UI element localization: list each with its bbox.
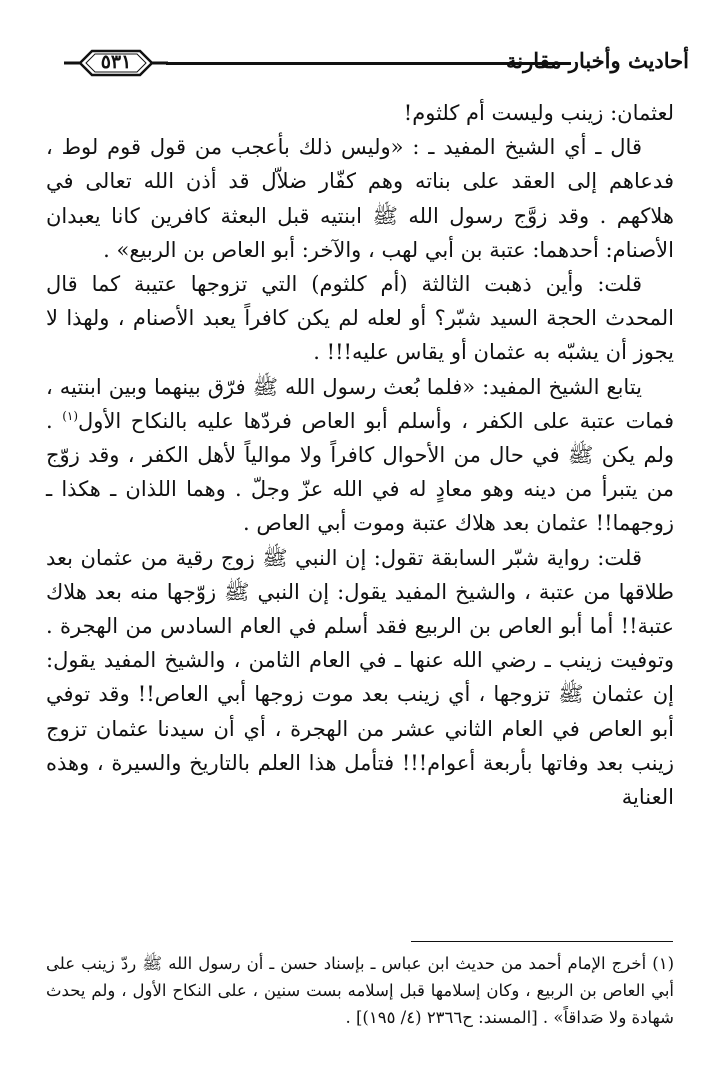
page-number-frame: [64, 48, 168, 78]
running-title: أحاديث وأخبار مقارنة: [505, 48, 689, 73]
paragraph-4: [46, 370, 674, 541]
page-header: [44, 38, 689, 86]
paragraph-2: قال ـ أي الشيخ المفيد ـ : «وليس ذلك بأعجب من قول قوم لوط ، فدعاهم إلى العقد على بناته وهم كفّار ضلاّل قد أذن الله تعالى في هلاكهم . وقد زوَّج رسول الله ﷺ ابنتيه قبل البعثة كافرين كانا يعبدان الأصنام: أحدهما: عتبة بن أبي لهب ، والآخر: أبو العاص بن الربيع» .: [46, 135, 674, 262]
paragraph-4-part-b: . ولم يكن ﷺ في حال من الأحوال كافراً ولا موالياً لأهل الكفر ، وقد زوّج من يتبرأ من دينه وهو معادٍ له في الله عزّ وجلّ . وهما اللذان ـ هكذا ـ زوجهما!! عثمان بعد هلاك عتبة وموت أبي العاص .: [46, 408, 674, 536]
footnote: (١) أخرج الإمام أحمد من حديث ابن عباس ـ بإسناد حسن ـ أن رسول الله ﷺ ردّ زينب على أبي العاص بن الربيع ، وكان إسلامها قبل إسلامه بست سنين ، على النكاح الأول ، ولم يحدث شهادة ولا صَداقاً» . [المسند: ح٢٣٦٦ (٤/ ١٩٥)] .: [46, 954, 674, 1027]
paragraph-4-part-a: يتابع الشيخ المفيد: «فلما بُعث رسول الله ﷺ فرّق بينهما وبين ابنتيه ، فمات عتبة على الكفر ، وأسلم أبو العاص فردّها عليه بالنكاح الأول: [46, 374, 674, 433]
paragraph-1: لعثمان: زينب وليست أم كلثوم!: [403, 101, 674, 125]
footnote-separator: [411, 941, 673, 942]
footnote-marker[interactable]: (١): [62, 408, 79, 423]
paragraph-3: قلت: وأين ذهبت الثالثة (أم كلثوم) التي تزوجها عتيبة كما قال المحدث الحجة السيد شبّر؟ أو لعله لم يكن كافراً يعبد الأصنام ، ولهذا لا يجوز أن يشبّه به عثمان أو يقاس عليه!!! .: [46, 272, 674, 365]
page-number: ٥٣١: [100, 51, 132, 73]
main-text: [46, 96, 674, 814]
paragraph-5: قلت: رواية شبّر السابقة تقول: إن النبي ﷺ زوج رقية من عثمان بعد طلاقها من عتبة ، والشيخ المفيد يقول: إن النبي ﷺ زوّجها منه بعد هلاك عتبة!! أما أبو العاص بن الربيع فقد أسلم في العام السادس من الهجرة . وتوفيت زينب ـ رضي الله عنها ـ في العام الثامن ، والشيخ المفيد يقول: إن عثمان ﷺ تزوجها ، أي زينب بعد موت زوجها أبي العاص!! وقد توفي أبو العاص في العام الثاني عشر من الهجرة ، أي أن سيدنا عثمان تزوج زينب بعد وفاتها بأربعة أعوام!!! فتأمل هذا العلم بالتاريخ والسيرة ، وهذه العناية: [46, 545, 674, 810]
